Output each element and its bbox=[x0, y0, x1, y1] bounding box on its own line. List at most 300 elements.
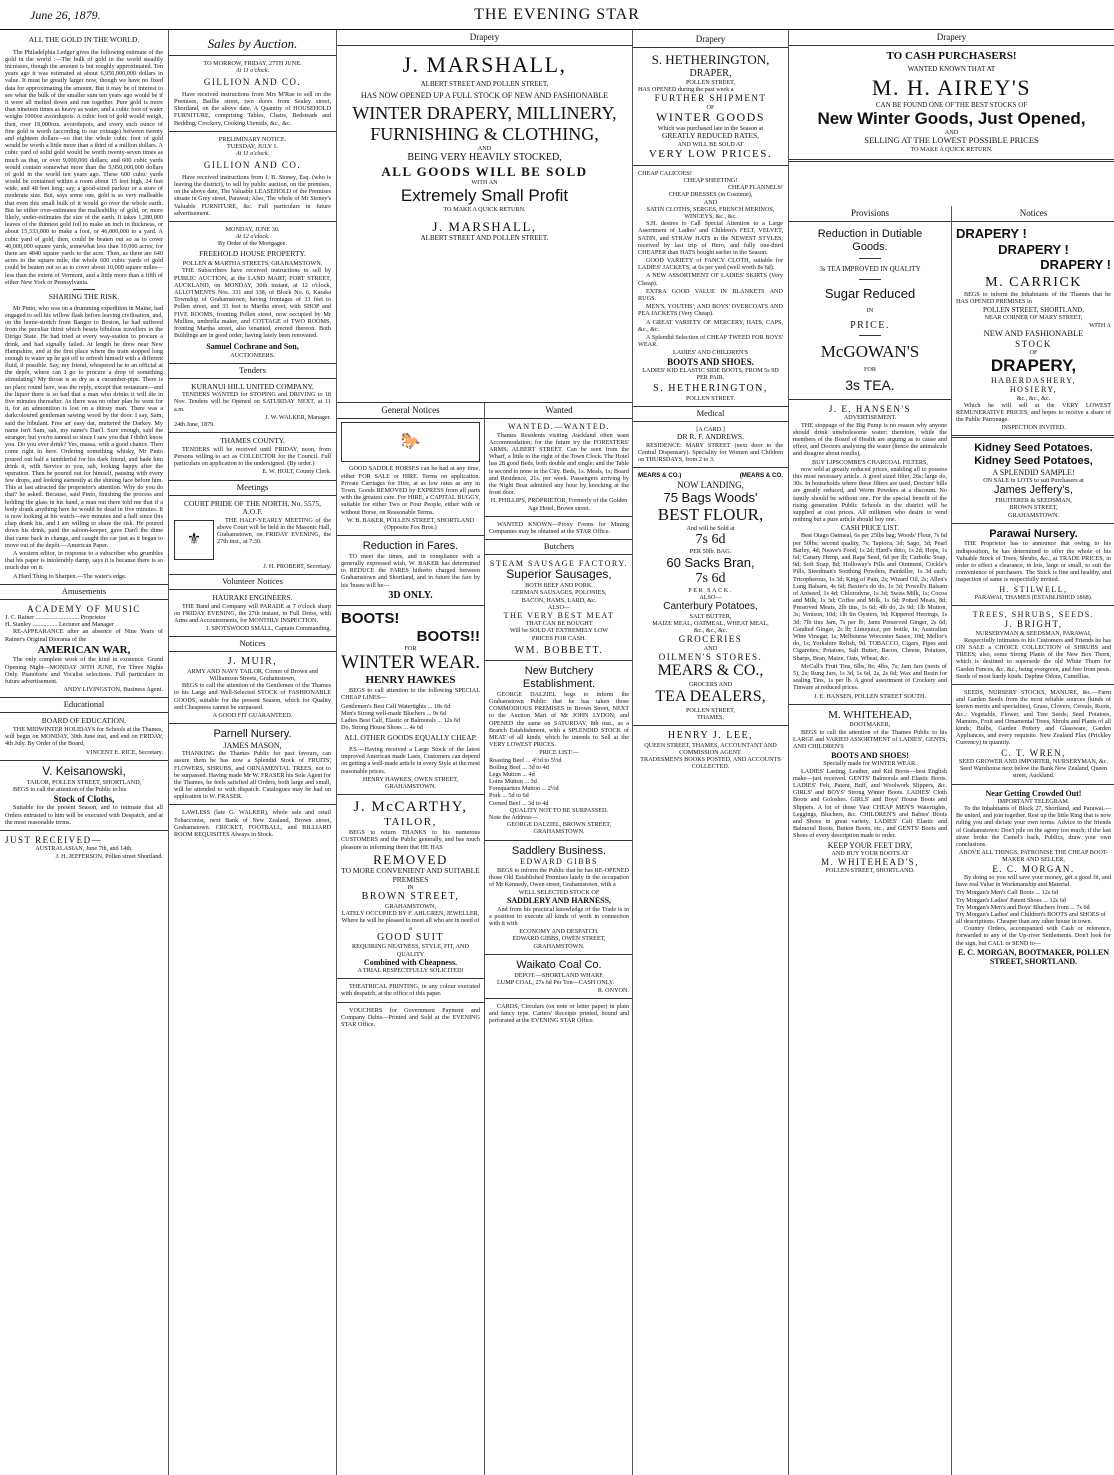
price-item: Boiling Beef ... 3d to 4d bbox=[489, 763, 549, 771]
ad-body: AUSTRALASIAN, June 7th, and 14th. bbox=[35, 845, 133, 853]
ad-signature: C. T. WREN, bbox=[1001, 747, 1066, 758]
ad-heading: DR R. F. ANDREWS. bbox=[677, 432, 744, 442]
ad-heading: M. WHITEHEAD, bbox=[828, 708, 912, 721]
column-airey bbox=[788, 30, 1114, 1475]
ad-heading: Sugar Reduced bbox=[824, 286, 916, 302]
carriage-illustration-icon: 🐎 bbox=[341, 422, 480, 462]
emblem-icon: ⚜ bbox=[174, 520, 214, 560]
ad-subheading: ALBERT STREET AND POLLEN STREET, bbox=[420, 79, 549, 88]
ad-heading: S. HETHERINGTON, bbox=[651, 52, 770, 68]
auction-date: TUESDAY, JULY 1. bbox=[226, 143, 279, 151]
article-title: SHARING THE RISK. bbox=[48, 291, 120, 301]
split-section bbox=[789, 206, 1114, 1475]
meeting-body: THE HALF-YEARLY MEETING of the above Court will be held in the Masonic Hall, Grahamstown, on FRIDAY EVENING, the 27th inst., at 7.30. bbox=[217, 516, 331, 546]
ad-line: WELL SELECTED STOCK OF bbox=[518, 889, 600, 897]
price-item: Try Morgan's Men's and Boys' Bluchers from ... 7s 6d bbox=[956, 903, 1090, 911]
ad-line: GERMAN SAUSAGES, POLONIES, bbox=[511, 589, 607, 597]
ad-line: POLLEN STREET, bbox=[685, 706, 736, 714]
price-list bbox=[489, 757, 629, 807]
ad-line: FURTHER SHIPMENT bbox=[654, 93, 767, 104]
ad-line: PER 50lb. BAG. bbox=[689, 548, 732, 556]
ad-line: 3D ONLY. bbox=[388, 589, 433, 601]
ad-line: TO MORE CONVENIENT AND SUITABLE PREMISES bbox=[341, 865, 480, 884]
ad-subheading: J. BRIGHT, bbox=[1004, 619, 1063, 630]
ad-line: POLLEN STREET, bbox=[685, 79, 736, 87]
ad-body: BEGS to call the attention of the Thames Public to his LARGE and VARIED ASSORTMENT of LADIES', GENTS, AND CHILDREN'S bbox=[793, 728, 947, 751]
price-item: Do. Strong House Shoes ... 4s 6d bbox=[341, 724, 423, 732]
ad-heading: TO CASH PURCHASERS! bbox=[886, 50, 1017, 63]
ad-body: GOOD SADDLE HORSES can be had at any time, either FOR SALE or HIRE. Terms on application. Private Carriages for Hire, at as low rates as any in Town. Goods REMOVED by EXPRESS from all parts with the greatest care. For HIRE, a CAPITAL BUGGY, suitable for either Two or Four People, either with or without Horse, on Reasonable Terms. bbox=[341, 465, 480, 516]
ad-signature: EDWARD GIBBS, OWEN STREET, GRAHAMSTOWN. bbox=[512, 935, 606, 950]
section-tenders: Tenders bbox=[169, 363, 336, 379]
ad-line: WITH AN bbox=[471, 178, 498, 186]
ad-line: VERY LOW PRICES. bbox=[648, 148, 773, 161]
notice-signature: J. SPOTSWOOD SMALL, Captain Commanding. bbox=[206, 625, 331, 633]
ad-line: SATIN CLOTHS, SERGES, FRENCH MERINOS, WINCEYS, &c., &c. bbox=[646, 205, 775, 220]
ad-subheading: ADVERTISEMENT. bbox=[843, 414, 897, 422]
ad-subheading: TAILOR, bbox=[384, 816, 437, 829]
ad-heading: V. Keisanowski, bbox=[42, 763, 126, 778]
ad-heading: STEAM SAUSAGE FACTORY. bbox=[489, 559, 629, 568]
ad-line: PER SACK. bbox=[688, 586, 733, 594]
price-item: Men's Strong well-made Bluchers ... 9s 6d bbox=[341, 709, 447, 717]
section-notices: Notices bbox=[952, 206, 1114, 222]
ad-line: OF bbox=[706, 103, 715, 111]
ad-line: LADIES' KID ELASTIC SIDE BOOTS, FROM 5s 9D PER PAIR. bbox=[642, 366, 779, 382]
ad-line: REMOVED bbox=[373, 851, 448, 867]
ad-heading: CASH PRICE LIST. bbox=[840, 524, 900, 533]
ad-heading: WINTER WEAR. bbox=[341, 652, 480, 674]
auction-time: At 11 o'clock. bbox=[235, 150, 270, 158]
ad-subheading: IMPORTANT TELEGRAM. bbox=[997, 797, 1070, 805]
ad-line: HAS OPENED during the past week a bbox=[638, 86, 734, 94]
ad-line: HAS NOW OPENED UP A FULL STOCK OF NEW AND FASHIONABLE bbox=[360, 91, 609, 101]
ad-heading: M. CARRICK bbox=[985, 274, 1082, 290]
ad-body: McCall's Fruit Tins, 6lbs, 8s; 4lbs, 7s; Jam Jars (nests of 5), 2s; Rung Jars, 1s 3d, 1s 6d, 2s, 2s 6d; Wax and Resin for sealing Tins, 1s per lb. A good assortment of Crockery and Tinware at reduced prices. bbox=[793, 662, 947, 692]
ad-line: OILMEN'S STORES. bbox=[658, 651, 763, 662]
ad-line: GROCERIES bbox=[678, 634, 743, 645]
ad-line: AND bbox=[703, 644, 718, 652]
ad-line: FRUITERER & SEEDSMAN, bbox=[995, 497, 1072, 505]
ad-line: LATELY OCCUPIED BY F. AHLGREN, JEWELLER, bbox=[341, 910, 480, 918]
masthead bbox=[0, 0, 1114, 30]
ad-heading: WANTED.—WANTED. bbox=[507, 422, 611, 432]
ad-line: CHEAP CALICOES! bbox=[638, 169, 692, 177]
ad-line: WANTED KNOWN THAT AT bbox=[907, 65, 996, 74]
ad-body: A Splendid Selection of CHEAP TWEED FOR BOYS' WEAR. bbox=[638, 333, 783, 349]
column-marshall bbox=[336, 30, 632, 1475]
ad-body: BEGS to call the attention of the Public to his bbox=[13, 785, 127, 793]
ad-body: BEGS to return THANKS to his numerous CUSTOMERS and the Public generally, and has much pleasure in informing them that HE HAS bbox=[341, 829, 480, 851]
article-body: Mr Pinto, who was on a drumming expedition in Maine, had engaged to sell his willow flask before leaving civilisation, and, on the home-stretch from Bangor to Boston, he had suffered from the peculiar thirst which besets bibulous travellers in the Dirigo State. He had tried at every way-station to procure a drink, and had signally failed. At length he drew near New Hampshire, and at the first place where the train stopped long enough to water up he got off to refresh himself with a different fluid, if possible. Say, my friend, whispered he to an official at the depôt, where can I go to procure a drop of something stimulating? My throat is as dry as a cucumber-pipe. There is no place round here, was the reply, except that restaurant—and the liquor there is so bad that a man who drinks it will die in five minutes thereafter. As there was no other plan he went for it, for an admonition is lost on a thirsty man. There was a darkcoloured gentleman sawing wood by the door. I say, Sam, said the bibulant. Free an' easy dat, muttered the Darkey. My name isn't Sam, sah, my name's Dan'l. Sure enough, said the stranger; but you're tanned so since I saw you that I didn't know you. Do you ever drink? Yes, massa, with a good chance. Then come right in here. Ordering something whisky, Mr Pinto poured out half a tumblerful for his dark friend, and bade him drink it, with Service to you, sah, looking happy after the operation. Then he poured out for himself, pausing with every few drops, and looking earnestly at the shining face before him. This at last attracted the proprietor's attention. Why do you do that? he asked. Because, said Pinto, finishing the process and holding the glass in his hand, a man out there told me that if a body drank anything here he would be dead in five minutes. It is now looking at his watch—two minutes and a half since this chap drank his, and I am willing to share the risk. He poured down his drink, paid the saloon-keeper, gave Dan'l the dime that came back in change, and caught the car just as it began to move out of the depôt.—American Paper. bbox=[5, 304, 163, 549]
ad-heading: HENRY J. LEE, bbox=[667, 730, 754, 741]
ad-line: &c., &c., &c. bbox=[1016, 394, 1051, 402]
ad-line: QUALITY NOT TO BE SURPASSED. bbox=[509, 806, 609, 814]
ad-line: CHEAP DRESSES (in Costume), bbox=[668, 191, 753, 199]
notice-body: THE Band and Company will PARADE at 7 o'clock sharp on FRIDAY EVENING, the 27th instant, in Full Dress, with Arms and Accoutrements, for MONTHLY INSPECTION. bbox=[174, 602, 331, 624]
ad-body: RESIDENCE: MARY STREET (next door to the Central Dispensary). Speciality for Women and Children on THURSDAYS, from 2 to 3. bbox=[638, 441, 783, 464]
ad-line: Extremely Small Profit bbox=[400, 186, 569, 206]
ad-line: NURSERYMAN & SEEDSMAN, PARAWAI, bbox=[975, 629, 1092, 637]
auction-time: At 12 o'clock. bbox=[235, 233, 270, 241]
ad-body: LADIES' Lasting, Leather, and Kid Boots—best English make—just received. GENTS' Balmorals and Elastic Boots. LADIES' Felt, Patent, Buff, and Woolwork Slippers, &c. GIRLS' and BOYS' Strong Winter Boots. LADIES' Cloth Boots and Goloshes. GIRLS' and Boys' House Boots and Slippers. A lot of those Vast CHEAP MEN'S Watertights, Leggings, Bluchers, &c. CHILDREN'S and Babies' Boots and Shoes in great variety. LADIES' Calf Elastic and Balmoral Boots, Button Boots, etc., and GENTS' Boots and Shoes of every description made to order. bbox=[793, 767, 947, 840]
ad-body: VOUCHERS for Government Payment and Company Debts—Printed and Sold at the EVENING STAR Office. bbox=[341, 1006, 480, 1028]
ad-body: A NEW ASSORTMENT OF LADIES' SKIRTS (Very Cheap). bbox=[638, 272, 783, 287]
ad-heading: MEARS & CO.) bbox=[638, 472, 682, 480]
ad-body: BEGS to inform the Public that he has RE-OPENED those Old Established Premises lately in the occupation of Mr Kennedy, Owen street, Grahamstown, with a bbox=[489, 866, 629, 888]
ad-line: And will be Sold at bbox=[686, 524, 735, 532]
section-wanted: Wanted bbox=[485, 403, 632, 419]
ad-line: CHEAP SHEETING! bbox=[683, 177, 738, 185]
ad-line: 75 Bags Woods' bbox=[663, 490, 758, 506]
ad-line: Specially made for WINTER WEAR. bbox=[823, 760, 917, 768]
meeting-heading: COURT PRIDE OF THE NORTH, No. 5575, A.O.F. bbox=[184, 498, 321, 517]
ad-body: Thames Residents visiting Auckland often want Accommodation; for the future try the FORESTERS' ARMS, ALBERT STREET. Can be seen from the Wharf, a little to the right of the Town Clock. The Hotel has 28 good Beds, both double and single; and the Table is second to none in the City. Beds, 1s. Meals, 1s; Board and Residence, 21s. per week. Passengers arriving by the Night Boat admitted any hour by knocking at the front door. bbox=[489, 431, 629, 497]
ad-line: GOOD SUIT bbox=[376, 931, 445, 943]
price-item: Legs Mutton ... 4d bbox=[489, 770, 535, 778]
column-news bbox=[0, 30, 168, 1475]
ad-heading: J. MARSHALL, bbox=[402, 52, 567, 78]
ad-heading: DRAPERY ! bbox=[998, 241, 1069, 257]
price-list bbox=[341, 703, 480, 732]
ad-line: ABOVE ALL THINGS, PATRONISE THE CHEAP BOOT-MAKER AND SELLER, bbox=[958, 849, 1109, 864]
ad-heading: (MEARS & CO. bbox=[739, 472, 783, 480]
ad-line: Will be SOLD AT EXTREMELY LOW bbox=[509, 627, 609, 635]
ad-line: A SPLENDID SAMPLE! bbox=[992, 467, 1075, 477]
ad-line: WITH A bbox=[1089, 321, 1111, 329]
ad-line: AND bbox=[944, 128, 959, 136]
section-provisions: Provisions bbox=[789, 206, 951, 222]
ad-signature: GEORGE DALZIEL, BROWN STREET, GRAHAMSTOWN. bbox=[506, 821, 612, 836]
ad-line: SADDLERY AND HARNESS, bbox=[506, 896, 612, 906]
ad-line: HABERDASHERY, bbox=[991, 375, 1076, 385]
ad-body: Which he will sell at the VERY LOWEST REMUNERATIVE PRICES, and hopes to receive a share of the Public Patronage. bbox=[956, 401, 1111, 424]
ad-signature: E. C. MORGAN, BOOTMAKER, POLLEN STREET, SHORTLAND. bbox=[957, 947, 1110, 967]
ad-heading: Stock of Cloths, bbox=[53, 794, 115, 804]
ad-signature: S. HETHERINGTON, bbox=[653, 383, 768, 395]
ad-line: ON SALE in LOTS to suit Purchasers at bbox=[983, 477, 1084, 485]
tender-signature: E. W. HOLT, County Clerk. bbox=[262, 468, 331, 476]
ad-line: Seed Warehouse next below the Bank New Zealand, Queen street, Auckland. bbox=[959, 765, 1108, 780]
ad-subheading: BOOTMAKER, bbox=[849, 721, 891, 729]
ad-heading: TREES, SHRUBS, SEEDS. bbox=[972, 610, 1095, 620]
ad-body: now sold at greatly reduced prices, enabling all to possess this most necessary article. A good sized filter, 26s; large do, 30s. In households where these filters are used, Doctors' bills are greatly reduced, and Worm Powders at a discount. No family should be without one. For the special benefit of the rising generation Public Schools in the district will be supplied at cost prices. All milkmen who desire to vend nothing but a pure article should buy one. bbox=[793, 465, 947, 524]
ad-heading: Reduction in Dutiable bbox=[817, 228, 923, 241]
ad-body: GOOD VARIETY of FANCY CLOTH, suitable for LADIES' JACKETS, at 6s per yard (well worth 8s 6d). bbox=[638, 257, 783, 272]
ad-body: LAWLESS (late G. WALKER), whole sale and retail Tobacconist, next Bank of New Zealand, Brown street, Grahamstown. CRICKET, FOOTBALL, and BILLIARD ROOM REQUISITES Always in Stock. bbox=[174, 809, 331, 839]
ad-heading: DRAPERY ! bbox=[956, 226, 1027, 242]
ad-body: GEORGE DALZIEL begs to inform the Grahamstown Public that he has taken those COMMODIOUS PREMISES in Brown Street, NEXT to the Auction Mart of Mr JOHN LYDON, and OPENED the same on SATURDAY, 8th inst., as a Branch Establishment, with a SPLENDID STOCK of MEAT of all kinds, which he intends to Sell at the VERY LOWEST PRICES. bbox=[489, 690, 629, 749]
section-meetings: Meetings bbox=[169, 480, 336, 496]
provisions bbox=[789, 206, 952, 1475]
ad-line: THAMES. bbox=[697, 713, 724, 721]
ad-line: POLLEN STREET. bbox=[685, 394, 736, 402]
ad-line: REQUIRING NEATNESS, STYLE, FIT, AND QUALITY bbox=[352, 943, 469, 958]
ad-line: Canterbury Potatoes, bbox=[663, 601, 758, 613]
ad-line: PARAWAI, THAMES (ESTABLISHED 1868). bbox=[974, 593, 1093, 601]
ad-heading: M. H. AIREY'S bbox=[871, 75, 1032, 101]
ad-body: SEEDS, NURSERY STOCKS, MANURE, &c.—Farm and Garden Seeds from the most reliable sources (kinds of known merits and specialties), Grass, Clovers, Cereals, Roots, &c.; Vegetable, Flower, and Tree Seeds; Seed Potatoes, Manures, Fruit and Ornamental Trees, Shrubs and Plants of all kinds; Bulbs, Garden Pottery and Glassware, Garden Appliances, and every requisite. New Zealand Flax (Prickley Currency) in quantity. bbox=[956, 689, 1111, 747]
ad-line: ALSO— bbox=[547, 603, 571, 611]
ad-line: GRAHAMSTOWN, bbox=[385, 903, 436, 911]
ad-line: H. Stanley ................ Lecturer and Manager bbox=[5, 621, 114, 629]
ad-heading: McGOWAN'S bbox=[820, 341, 920, 361]
ad-signature: H. STILWELL, bbox=[999, 584, 1068, 594]
auction-line: POLLEN & MARTHA STREETS, GRAHAMSTOWN. bbox=[182, 260, 323, 268]
ad-line: BEING VERY HEAVILY STOCKED, bbox=[407, 152, 562, 164]
ad-line: KEEP YOUR FEET DRY, bbox=[827, 840, 913, 850]
ad-heading: AMERICAN WAR, bbox=[37, 643, 131, 656]
ad-body: THE MIDWINTER HOLIDAYS for Schools at the Thames, will begin on MONDAY, 30th June inst, and end on FRIDAY, 4th July. By Order of the Board, bbox=[5, 725, 163, 748]
issue-date: June 26, 1879. bbox=[30, 8, 101, 22]
ad-body: THE Proprietor has to announce that owing to his indisposition, he has determined to offer the whole of his Valuable Stock of Trees, Shrubs, &c., at TRADE PRICES, in order to effect a clearance, in lots, large or small, to suit the convenience of purchasers. The Stock is fine and healthy, and inspection of same is respectfully invited. bbox=[956, 540, 1111, 584]
auction-date: TO MORROW, FRIDAY, 27TH JUNE. bbox=[203, 60, 302, 68]
ad-line: AND bbox=[477, 145, 492, 153]
ad-subheading: TAILOR, POLLEN STREET, SHORTLAND, bbox=[26, 778, 142, 786]
section-notices: Notices bbox=[169, 636, 336, 652]
ad-line: GRAHAMSTOWN. bbox=[1008, 511, 1059, 519]
section-butchers: Butchers bbox=[485, 539, 632, 555]
ad-line: NEAR CORNER OF MARY STREET, bbox=[984, 314, 1083, 322]
ad-body: THANKING the Thames Public for past favours, can assure them he has now a Splendid Stock of FRUITS, FLOWERS, SHRUBS, and ORNAMENTAL TREES, not to be surpassed. Having made Mr W. FRASER his Sole Agent for the Thames, he feels satisfied all Orders, both large and small, will be attended to with dispatch. Catalogues may be had on application to W. FRASER. bbox=[174, 750, 331, 801]
ad-line: TRADESMEN'S BOOKS POSTED, AND ACCOUNTS COLLECTED. bbox=[640, 755, 781, 771]
section-volunteer-notices: Volunteer Notices bbox=[169, 574, 336, 590]
ad-line: BUY LIPSCOMBE'S CHARCOAL FILTERS, bbox=[812, 458, 928, 466]
ad-line: 3s TEA IMPROVED IN QUALITY bbox=[819, 264, 921, 273]
ad-line: THE VERY BEST MEAT bbox=[503, 610, 615, 620]
ad-body: BEGS to call the attention of the Gentlemen of the Thames to his Large and Well-Selected STOCK of FASHIONABLE GOODS, suitable for the present Season, which for Quality and Cheapness cannot be surpassed. bbox=[174, 682, 331, 711]
ad-line: THAT CAN BE BOUGHT bbox=[525, 620, 593, 628]
ad-heading: Kidney Seed Potatoes, bbox=[974, 455, 1093, 468]
article-body: A Hard Thing to Sharpen.—The water's edge. bbox=[13, 572, 127, 580]
ad-line: A TRIAL RESPECTFULLY SOLICITED! bbox=[357, 967, 464, 975]
ad-line: PRICE LIST:— bbox=[539, 749, 579, 757]
section-medical: Medical bbox=[633, 406, 788, 422]
ad-signature: M. WHITEHEAD'S, bbox=[821, 857, 919, 867]
ad-line: DRAPERY, bbox=[990, 356, 1077, 376]
ad-body: A GREAT VARIETY OF MERCERY, HATS, CAPS, &c., &c. bbox=[638, 318, 783, 333]
price-item: Gentlemen's Best Calf Watertights ... 18s 6d bbox=[341, 702, 451, 710]
price-item: Try Morgan's Men's Calf Boots ... 12s 6d bbox=[956, 889, 1058, 897]
tender-date: 24th June, 1879. bbox=[174, 421, 215, 429]
tender-body: TENDERS will be received until FRIDAY, noon, from Persons willing to act as COLLECTOR for the Council. Full particulars on application to the undersigned. (By order.) bbox=[174, 445, 331, 468]
section-drapery: Drapery bbox=[789, 30, 1114, 46]
ad-body: WANTED KNOWN—Proxy Forms for Mining Companies may be obtained at the STAR Office. bbox=[489, 520, 629, 535]
ad-heading: J. MUIR, bbox=[227, 656, 278, 668]
section-general-notices: General Notices bbox=[337, 403, 484, 419]
ad-line: DEPOT:—SHORTLAND WHARF. bbox=[514, 971, 604, 979]
ad-line: 7s 6d bbox=[695, 570, 726, 586]
ad-line: BOTH BEEF AND PORK. bbox=[525, 582, 593, 590]
ad-line: CAN BE FOUND ONE OF THE BEST STOCKS OF bbox=[875, 100, 1028, 109]
ad-subheading: JAMES MASON, bbox=[223, 740, 282, 750]
ad-heading: Waikato Coal Co. bbox=[516, 958, 602, 971]
section-amusements: Amusements bbox=[0, 584, 168, 600]
ad-line: IN bbox=[407, 884, 414, 892]
ad-line: AND bbox=[703, 198, 718, 206]
price-item: Pork ... 5d to 6d bbox=[489, 792, 529, 800]
ad-body: P.S.—Having received a Large Stock of the latest improved American made Lasts, Customers can depend on getting a well-made article in every Style at the most reasonable prices. bbox=[341, 745, 480, 775]
ad-line: STOCK bbox=[1015, 338, 1052, 349]
ad-signature: W. B. BAKER, POLLEN STREET, SHORTLAND (Opposite Fox Bros.) bbox=[346, 516, 475, 531]
ad-line: [A CARD.] bbox=[696, 425, 725, 433]
ad-heading: New Butchery Establishment. bbox=[522, 665, 596, 691]
ad-line: PRICES FOR CASH. bbox=[531, 634, 587, 642]
ad-subheading: James Jeffery's, bbox=[994, 484, 1073, 497]
ad-heading: J. McCARTHY, bbox=[353, 799, 468, 816]
price-item: Ladies Best Calf, Elastic or Balmorals ... 12s 6d bbox=[341, 716, 460, 724]
ad-subheading: E. C. MORGAN. bbox=[992, 863, 1075, 874]
ad-body: EXTRA GOOD VALUE IN BLANKETS AND RUGS. bbox=[638, 287, 783, 303]
auction-line: By Order of the Mortgagee. bbox=[218, 240, 287, 248]
ad-line: 7s 6d bbox=[695, 532, 726, 548]
ad-signature: J. MARSHALL, bbox=[432, 219, 537, 235]
ad-body: MEN'S, YOUTHS', AND BOYS' OVERCOATS AND PEA JACKETS (Very Cheap). bbox=[638, 303, 783, 318]
tender-body: TENDERS WANTED for STOPING and DRIVING to 18 Nov. Tenders will be Opened on SATURDAY NEXT, at 11 a.m. bbox=[174, 391, 331, 413]
ad-body: The only complete work of the kind in existence. Grand Opening Night—MONDAY 30TH JUNE, For Three Nights Only. Pianoforte and Vocalist selections. Full particulars in future advertisement. bbox=[5, 656, 163, 686]
tender-heading: KURANUI HILL UNITED COMPANY. bbox=[191, 381, 314, 391]
ad-line: BOOTS AND SHOES! bbox=[831, 751, 909, 761]
ad-body: CARDS, Circulars (on note or letter paper) in plain and fancy type. Carters' Receipts printed, bound and perforated at the EVENING STAR Office. bbox=[489, 1003, 629, 1025]
ad-line: ALL OTHER GOODS EQUALLY CHEAP. bbox=[344, 733, 477, 743]
price-item: Try Morgan's Ladies' Patent Shoes ... 12s 6d bbox=[956, 896, 1066, 904]
ad-body: S.H. desires to Call Special Attention to a Large Assortment of Ladies' and Children's FELT, VELVET, SATIN, and STRAW HATS in the NEWEST STYLES, received by last trip of Hero, and fully one-third CHEAPER than HATS bought earlier in the Season. bbox=[638, 220, 783, 256]
price-item: Forequarters Mutton ... 2½d bbox=[489, 785, 559, 793]
ad-signature: VINCENT E. RICE, Secretary. bbox=[85, 748, 163, 756]
ad-heading: JUST RECEIVED— bbox=[5, 835, 103, 845]
article-body: A western editor, in response to a subscriber who grumbles that his paper is intolerably damp, says it is because there is so much due on it. bbox=[5, 549, 163, 572]
ad-line: BROWN STREET, bbox=[1009, 504, 1058, 512]
ad-line: CHEAP FLANNELS! bbox=[727, 184, 783, 192]
ad-line: BROWN STREET, bbox=[361, 891, 460, 903]
ad-line: BACON, HAMS, LARD, &c. bbox=[521, 596, 597, 604]
ad-heading: Kidney Seed Potatoes. bbox=[974, 442, 1093, 455]
ad-line: New Winter Goods, Just Opened, bbox=[817, 108, 1086, 128]
ad-line: SEED GROWER AND IMPORTER, NURSERYMAN, &c. bbox=[958, 757, 1109, 765]
auction-line: AUCTIONEERS. bbox=[230, 351, 275, 359]
article-title: ALL THE GOLD IN THE WORLD. bbox=[28, 35, 140, 44]
ad-heading: J. E. HANSEN'S bbox=[828, 404, 912, 415]
ad-line: BEST FLOUR, bbox=[657, 505, 764, 525]
ad-line: GREATLY REDUCED RATES, bbox=[661, 131, 760, 141]
auctioneer-name: GILLION AND CO. bbox=[203, 77, 302, 88]
ad-line: ECONOMY AND DESPATCH. bbox=[519, 928, 599, 936]
ad-subheading: Superior Sausages, bbox=[506, 567, 612, 582]
ad-signature: MEARS & CO., bbox=[657, 662, 764, 680]
ad-line: PRICE. bbox=[850, 320, 890, 332]
ad-subheading: QUEEN STREET, THAMES, ACCOUNTANT AND COMMISSION AGENT. bbox=[644, 741, 777, 756]
notices bbox=[952, 206, 1114, 1475]
split-section bbox=[337, 402, 632, 1475]
section-drapery: Drapery bbox=[337, 30, 632, 46]
ad-line: FURNISHING & CLOTHING, bbox=[370, 124, 599, 145]
ad-heading: Saddlery Business. bbox=[511, 844, 607, 857]
ad-body: And from his practical knowledge of the Trade is in a position to execute all kinds of work in connection with it with bbox=[489, 905, 629, 927]
article-body: The Philadelphia Ledger gives the following estimate of the gold in the world :—The bulk of gold in the world steadily increases, though the amount is but roughly approximated. Ten years ago it was estimated at about 6,950,000,000 dollars in value. It must be greatly larger now, though we have no fixed data for approximating the amount. But it may be of interest to see what the bulk of the smaller sum ten years ago would be if it were all melted down and run together. Pure gold is more than nineteen times as heavy as water, and a cubic foot of water weighs 1000oz avoirdupois. A cubic foot of gold would weigh, then, over 19,000ozs. avoirdupois, and every such ounce of fine gold is worth (according to our coinage) between twenty and eighteen dollars—so that the whole cubic foot of gold would be worth a little more than a third of a million dollars. A cubic yard of solid gold would be worth twenty-seven times as much as that, or over 9,000,000 dollars; and 600 cubic yards would contain somewhat more than the 5,950,000,000 dollars of gold in the world ten years ago. These 600 cubic yards would be contained within a room about 15 feet high, 24 feet wide, and 48 feet long; say, a good-sized parlour or a store of moderate size. But, says some one, gold is so very malleable that even this small bulk of it would go over the whole earth. But he either over-estimates the malleability of gold, or, more likely, under-estimates the size of the earth. It takes 1,280,000 leaves of the thinnest gold foil to make an inch in thickness, or about 15,333,000 to make a foot, or 46,000,000 to a yard. A cubic yard of gold, then, could be beaten out so as to cover 46,000,000 square yards, somewhat less than 10,000 acres; for there are 4840 square yards to the acre. Then, as there are 640 acres to the square mile, the whole 600 cubic yards of gold could be beaten out so as to cover about 10,000 square miles—less than the extent of Vermont, and a little more than a fifth of either New York or Pennsylvania. bbox=[5, 48, 163, 286]
ad-signature: R. ONYON. bbox=[597, 986, 629, 994]
ad-heading: BOOTS! bbox=[341, 610, 400, 628]
ad-line: Which was purchased late in the Season at bbox=[657, 125, 764, 133]
ad-line: HOSIERY, bbox=[1009, 385, 1058, 395]
ad-line: TO MAKE A QUICK RETURN. bbox=[910, 145, 993, 153]
ad-signature: H. PHILLIPS, PROPRIETOR, Formerly of the Golden Age Hotel, Brown street. bbox=[490, 497, 628, 512]
ad-signature: WM. BOBBETT. bbox=[514, 644, 604, 656]
ad-line: WINTER DRAPERY, MILLINERY, bbox=[352, 103, 617, 124]
ad-line: NEW AND FASHIONABLE bbox=[983, 327, 1084, 338]
ad-subheading: EDWARD GIBBS bbox=[520, 857, 598, 867]
newspaper-title: THE EVENING STAR bbox=[474, 6, 640, 23]
ad-line: ALL GOODS WILL BE SOLD bbox=[381, 163, 588, 179]
ad-body: Respectfully intimates to his Customers and Friends he has ON SALE a CHOICE COLLECTION of SHRUBS and TREES; also, some Strong Plants of the New Box Thorn, which is destined to supersede the old White Thorn for Garden Fences, &c. &c., being evergreen, and free from pests. Seeds of most hardy kinds. Daphne Odora, Camellias. bbox=[956, 636, 1111, 680]
ad-subheading: DRAPER, bbox=[689, 67, 732, 79]
price-item: Try Morgan's Ladies' and Children's BOOTS and SHOES of all descriptions. Cheaper than any other house in town. bbox=[956, 910, 1106, 926]
ad-line: SALT BUTTER, bbox=[689, 612, 732, 620]
ad-line: INSPECTION INVITED. bbox=[1001, 424, 1066, 432]
auction-heading: FREEHOLD HOUSE PROPERTY. bbox=[199, 248, 306, 258]
ad-body: Country Orders, accompanied with Cash or reference, forwarded to any of the Up-river Settlements. Don't look for the sign, but CALL or SEND to— bbox=[956, 925, 1111, 947]
ad-line: 60 Sacks Bran, bbox=[666, 555, 755, 571]
ad-body: BEGS to call attention to the following SPECIAL CHEAP LINES— bbox=[341, 687, 480, 702]
price-item: Loins Mutton ... 3d bbox=[489, 778, 537, 786]
ad-line: ALBERT STREET AND POLLEN STREET. bbox=[420, 234, 549, 243]
ad-line: MAIZE MEAL, OATMEAL, WHEAT MEAL, bbox=[652, 619, 769, 627]
ad-line: A GOOD FIT GUARANTEED. bbox=[212, 711, 293, 719]
ad-signature: TEA DEALERS, bbox=[655, 688, 766, 706]
auction-date: MONDAY, JUNE 30. bbox=[225, 225, 280, 233]
ad-heading: Reduction in Fares. bbox=[362, 540, 459, 553]
ad-line: BOOTS AND SHOES. bbox=[667, 356, 754, 367]
ad-line: Combined with Cheapness. bbox=[363, 957, 458, 967]
price-item: Roasting Beef ... 4½d to 5½d bbox=[489, 756, 562, 764]
auction-heading: PRELIMINARY NOTICE. bbox=[218, 135, 287, 143]
ad-signature: J. E. HANSEN, POLLEN STREET SOUTH. bbox=[813, 692, 927, 700]
ad-subheading: ARMY AND NAVY TAILOR, Corner of Brown and Williamson Streets, Grahamstown, bbox=[187, 667, 318, 682]
ad-line: &c., &c., &c. bbox=[693, 627, 728, 635]
tender-signature: J. W. WALKER, Manager. bbox=[265, 413, 331, 421]
ad-signature: ANDY LIVINGSTON, Business Agent. bbox=[63, 686, 163, 694]
ad-heading: BOOTS!! bbox=[416, 627, 480, 645]
ad-line: IN bbox=[866, 307, 874, 315]
ad-line: WINTER GOODS bbox=[656, 110, 765, 125]
ad-line: Note the Address— bbox=[489, 814, 538, 822]
ad-heading: 3s TEA. bbox=[845, 376, 895, 393]
ad-body: BEGS to inform the Inhabitants of the Thames that he HAS OPENED PREMISES in bbox=[956, 290, 1111, 306]
column-hetherington bbox=[632, 30, 788, 1475]
ad-line: NOW LANDING, bbox=[677, 479, 744, 490]
wanted-butchers bbox=[485, 403, 632, 1475]
auctioneer-name: GILLION AND CO. bbox=[203, 160, 302, 171]
ad-heading: BOARD OF EDUCATION. bbox=[41, 716, 127, 726]
ad-line: SELLING AT THE LOWEST POSSIBLE PRICES bbox=[864, 134, 1039, 145]
general-notices bbox=[337, 403, 485, 1475]
column-auctions bbox=[168, 30, 336, 1475]
ad-body: THE stoppage of the Big Pump is no reason why anyone should drink unwholesome water; therefore, while the members of the Board of Health are arguing as to cause and effect, and Doctors analysing the water (hence the animalcule and disagree about results), bbox=[793, 421, 947, 458]
ad-body: Best Otago Oatmeal, 6s per 25lbs bag; Woods' Flour, 7s 6d per 50lbs; second quality, 7s; Tapioca, 3d; Sago, 3d; Pearl Barley, 4d; Neave's Food, 1s 2d; Hard's ditto, 1s 2d; Hops, 1s 6d; Canary Hemp, and Rape Seed, 6d per lb; Carbolic Soap, 9d; Soft Soap, 8d; Holloway's Pills and Ointment, Cockle's Pills, Steedman's Soothing Powders, Painkiller, 1s 3d each; Tricopherous, 1s 3d; King of Pain, 2s; Wizard Oil, 2s; Allen's Lung Balsam, 4s 6d; Baxter's do do, 1s 3d; Powell's Balsam of Aniseed, 1s 4d; Chlorodyne, 1s 3d; Swiss Milk, 1s; Cocoa and Milk, 1s 3d; Coffee and Milk, 1s 6d; Potted Meats, 8d; Preserved Meats, 2lb tins, 1s 6d; 4lb do, 2s 9d; 1lb Mutton, 3s; Venison, 10d; 1lb tin Oysters, 9d; Kippered Herrings, 1s 3d; 7lb tins Jam, 7s per lb; Jams Preserved Ginger, 2s 6d; Candied Ginger, 2s lb; Limejuice, per bottle, 1s; Australian Wine Vinegar, 1s; Melbourne Worcester Sauce, 10d; Mellor's do, 1s; Yorkshire Relish, 9d. TOBACCO, Cigars, Pipes and Cigarettes; Potatoes, Salt Butter, Bacon, Cheese, Potatoes, Sharps, Bran, Maize, Oats, Wheat, &c. bbox=[793, 532, 947, 662]
section-sales-by-auction: Sales by Auction. bbox=[169, 32, 336, 56]
ad-heading: Parnell Nursery. bbox=[213, 728, 292, 741]
price-item: Corned Beef ... 3d to 4d bbox=[489, 799, 549, 807]
ad-line: GROCERS AND bbox=[688, 680, 733, 688]
notice-heading: HAURAKI ENGINEERS. bbox=[212, 592, 293, 602]
ad-body: TO meet the times, and in compliance with a generally expressed wish, W. BAKER has determined to REDUCE the FARES hitherto charged between Grahamstown and Shortland, and in future the fare by his 'buses will be— bbox=[341, 552, 480, 589]
auction-body: Have received instructions from Mrs M'Rae to sell on the Premises, Baillie street, two doors from Sealey street, Shortland, on the above date, A Quantity of HOUSEHOLD FURNITURE, comprising Tables, Chairs, Bedsteads and Bedding, Crockery, Cooking Utensils, &c., &c. bbox=[174, 90, 331, 127]
price-list bbox=[956, 889, 1111, 925]
ad-signature: HENRY HAWKES, OWEN STREET, GRAHAMSTOWN. bbox=[362, 775, 459, 790]
ad-heading: Goods. bbox=[852, 241, 888, 254]
ad-body: Suitable for the present Season, and to intimate that all Orders entrusted to him will be executed with Despatch, and at the most reasonable terms. bbox=[5, 804, 163, 826]
ad-heading: Parawai Nursery. bbox=[989, 527, 1078, 540]
auction-body: Have received instructions from J. B. Stoney, Esq. (who is leaving the district), to sell by public auction, on the premises, on the above date, The Valuable LEASEHOLD of the Premises situate in Grey street, Parawai; Also, The whole of Mr Stoney's Valuable FURNITURE, &c. Full particulars in future advertisement. bbox=[174, 173, 331, 217]
